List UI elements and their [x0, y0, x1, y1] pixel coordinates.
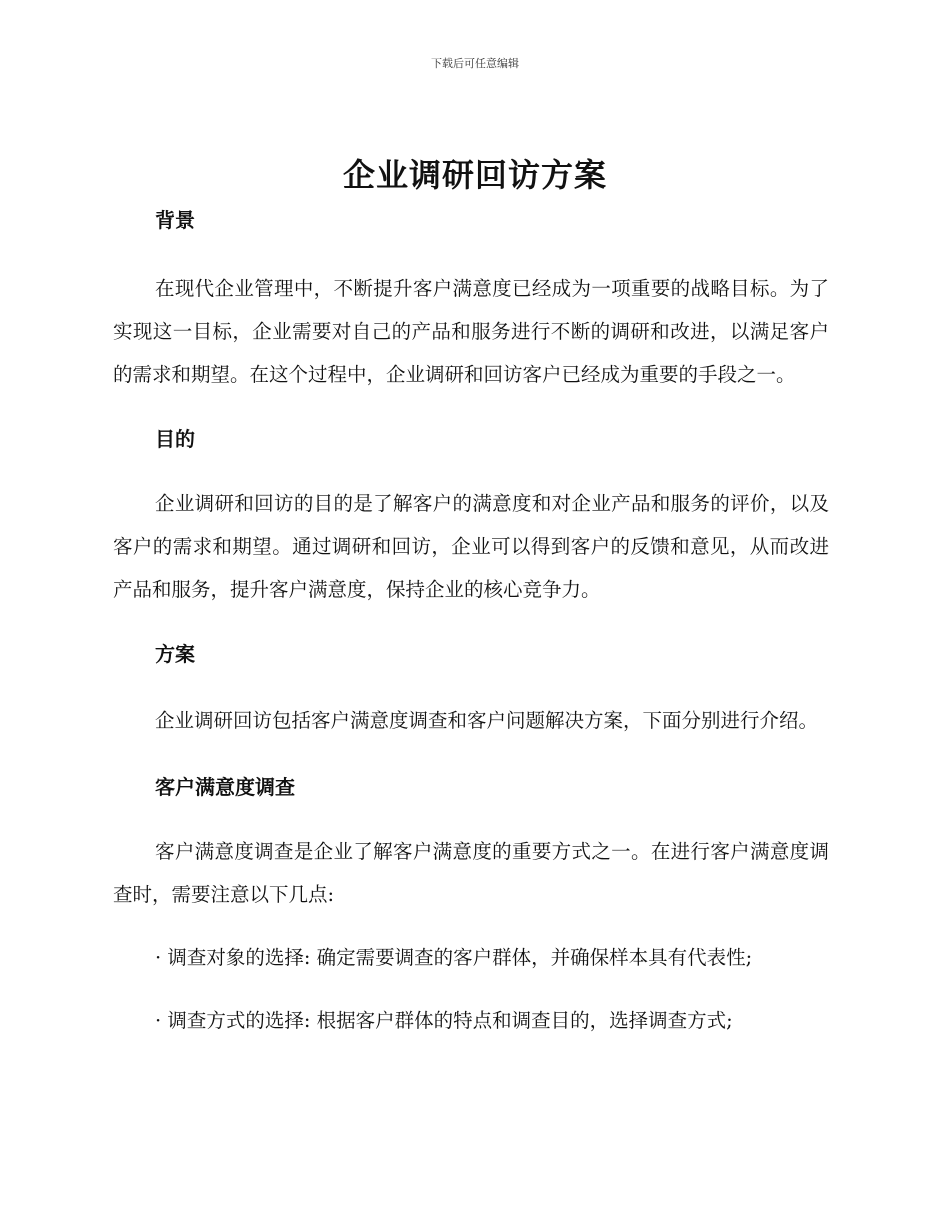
document-title: 企业调研回访方案	[342, 156, 607, 194]
header-note: 下载后可任意编辑	[431, 57, 519, 70]
section-paragraph-background: 在现代企业管理中，不断提升客户满意度已经成为一项重要的战略目标。为了实现这一目标，企业需要对自己的产品和服务进行不断的调研和改进，以满足客户的需求和期望。在这个过程中，企业调研和回访客户已经成为重要的手段之一。	[113, 277, 829, 386]
section-paragraph-purpose: 企业调研和回访的目的是了解客户的满意度和对企业产品和服务的评价，以及客户的需求和期望。通过调研和回访，企业可以得到客户的反馈和意见，从而改进产品和服务，提升客户满意度，保持企业的核心竞争力。	[113, 492, 829, 601]
section-paragraph-survey: 客户满意度调查是企业了解客户满意度的重要方式之一。在进行客户满意度调查时，需要注意以下几点:	[113, 840, 829, 906]
list-item: · 调查对象的选择: 确定需要调查的客户群体，并确保样本具有代表性;	[155, 946, 753, 969]
section-paragraph-plan: 企业调研回访包括客户满意度调查和客户问题解决方案，下面分别进行介绍。	[155, 709, 819, 732]
section-heading-plan: 方案	[155, 642, 195, 666]
section-heading-survey: 客户满意度调查	[155, 775, 295, 799]
list-item: · 调查方式的选择: 根据客户群体的特点和调查目的，选择调查方式;	[155, 1009, 733, 1032]
document-body	[113, 205, 829, 1042]
section-heading-background: 背景	[155, 208, 195, 232]
section-heading-purpose: 目的	[155, 427, 195, 451]
